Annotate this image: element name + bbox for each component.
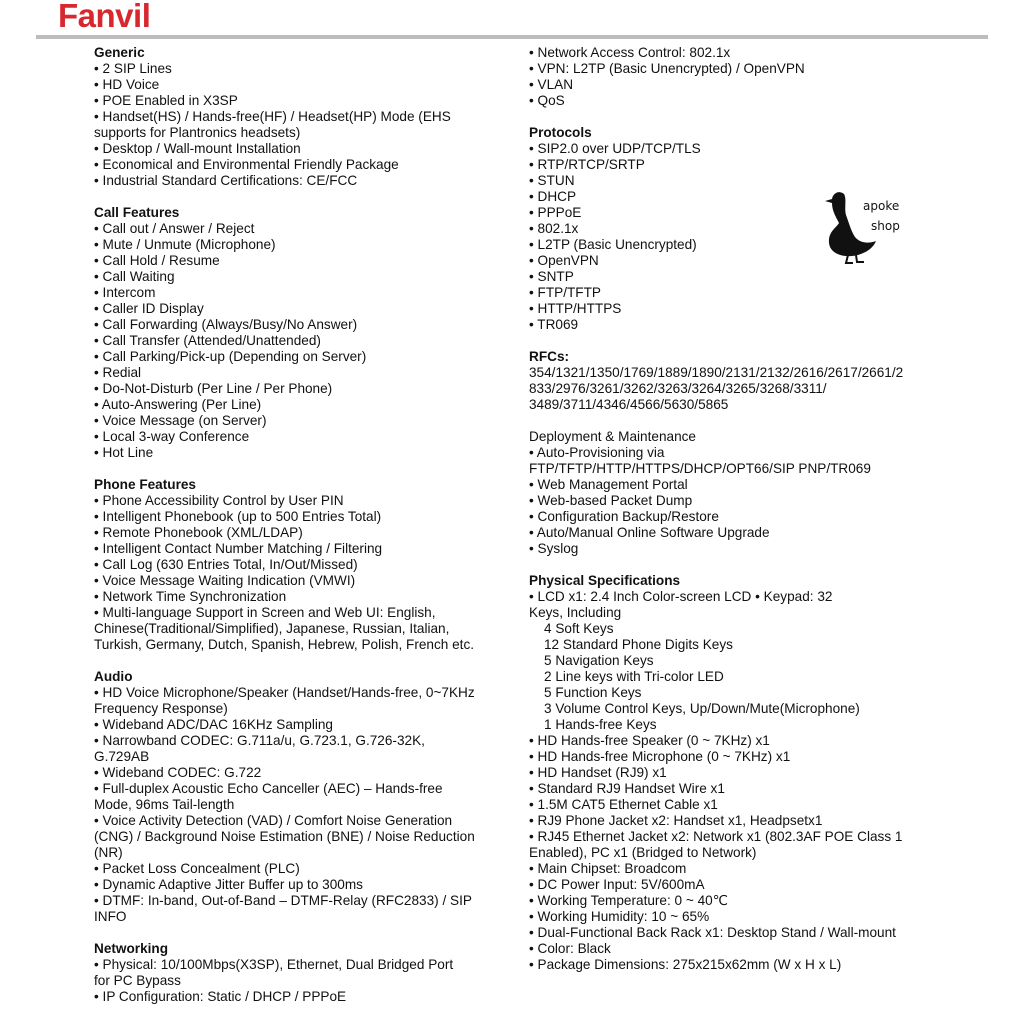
spec-line: • Intercom bbox=[94, 285, 156, 300]
spec-line: 12 Standard Phone Digits Keys bbox=[544, 637, 733, 652]
spec-line: • Wideband ADC/DAC 16KHz Sampling bbox=[94, 717, 333, 732]
spec-line: • L2TP (Basic Unencrypted) bbox=[529, 237, 697, 252]
section-title-generic: Generic bbox=[94, 45, 145, 60]
section-title-rfcs: RFCs: bbox=[529, 349, 570, 364]
spec-line: • Multi-language Support in Screen and Web UI: English, bbox=[94, 605, 436, 620]
section-title-physical-specifications: Physical Specifications bbox=[529, 573, 681, 588]
spec-line: • Packet Loss Concealment (PLC) bbox=[94, 861, 300, 876]
spec-line: 5 Function Keys bbox=[544, 685, 642, 700]
spec-line: • Hot Line bbox=[94, 445, 154, 460]
spec-line: • Economical and Environmental Friendly Package bbox=[94, 157, 399, 172]
spec-line: • HTTP/HTTPS bbox=[529, 301, 622, 316]
spec-line: • RTP/RTCP/SRTP bbox=[529, 157, 645, 172]
section-title-audio: Audio bbox=[94, 669, 133, 684]
spec-line: INFO bbox=[94, 909, 127, 924]
spec-line: • Standard RJ9 Handset Wire x1 bbox=[529, 781, 725, 796]
spec-line: • Call Log (630 Entries Total, In/Out/Missed) bbox=[94, 557, 358, 572]
spec-line: • Local 3-way Conference bbox=[94, 429, 250, 444]
spec-line: • RJ45 Ethernet Jacket x2: Network x1 (802.3AF POE Class 1 bbox=[529, 829, 903, 844]
section-title-protocols: Protocols bbox=[529, 125, 592, 140]
spec-line: 833/2976/3261/3262/3263/3264/3265/3268/3311/ bbox=[529, 381, 827, 396]
spec-column-left bbox=[94, 45, 514, 1005]
spec-line: FTP/TFTP/HTTP/HTTPS/DHCP/OPT66/SIP PNP/TR069 bbox=[529, 461, 871, 476]
spec-line: • Remote Phonebook (XML/LDAP) bbox=[94, 525, 303, 540]
section-title-call-features: Call Features bbox=[94, 205, 180, 220]
spec-line: Mode, 96ms Tail-length bbox=[94, 797, 235, 812]
section-gap bbox=[94, 189, 514, 205]
spec-line: (NR) bbox=[94, 845, 123, 860]
spec-line: 5 Navigation Keys bbox=[544, 653, 654, 668]
spec-column-right bbox=[529, 45, 989, 973]
spec-line: • Call Waiting bbox=[94, 269, 175, 284]
spec-line: • Redial bbox=[94, 365, 142, 380]
spec-line: • VPN: L2TP (Basic Unencrypted) / OpenVPN bbox=[529, 61, 805, 76]
spec-line: • Call out / Answer / Reject bbox=[94, 221, 255, 236]
spec-line: Turkish, Germany, Dutch, Spanish, Hebrew, Polish, French etc. bbox=[94, 637, 475, 652]
spec-line: • Network Time Synchronization bbox=[94, 589, 287, 604]
spec-line: • POE Enabled in X3SP bbox=[94, 93, 238, 108]
watermark-text-line-1: apoke bbox=[863, 199, 900, 213]
section-gap bbox=[529, 109, 989, 125]
spec-line: (CNG) / Background Noise Estimation (BNE) / Noise Reduction bbox=[94, 829, 475, 844]
spec-line: • TR069 bbox=[529, 317, 579, 332]
spec-line: 2 Line keys with Tri-color LED bbox=[544, 669, 724, 684]
spec-line: Enabled), PC x1 (Bridged to Network) bbox=[529, 845, 757, 860]
spec-line: • PPPoE bbox=[529, 205, 582, 220]
spec-line: for PC Bypass bbox=[94, 973, 181, 988]
spec-line: • Do-Not-Disturb (Per Line / Per Phone) bbox=[94, 381, 333, 396]
spec-line: Chinese(Traditional/Simplified), Japanese, Russian, Italian, bbox=[94, 621, 450, 636]
spec-line: • HD Hands-free Microphone (0 ~ 7KHz) x1 bbox=[529, 749, 791, 764]
spec-line: • Call Transfer (Attended/Unattended) bbox=[94, 333, 321, 348]
spec-line: • Industrial Standard Certifications: CE/FCC bbox=[94, 173, 358, 188]
spec-line: • Auto-Answering (Per Line) bbox=[94, 397, 262, 412]
spec-line: • Voice Message Waiting Indication (VMWI) bbox=[94, 573, 356, 588]
spec-line: • HD Handset (RJ9) x1 bbox=[529, 765, 667, 780]
spec-line: • SIP2.0 over UDP/TCP/TLS bbox=[529, 141, 701, 156]
spec-line: • 1.5M CAT5 Ethernet Cable x1 bbox=[529, 797, 718, 812]
spec-line: • HD Voice Microphone/Speaker (Handset/Hands-free, 0~7KHz bbox=[94, 685, 475, 700]
spec-line: • Call Forwarding (Always/Busy/No Answer) bbox=[94, 317, 358, 332]
spec-line: • FTP/TFTP bbox=[529, 285, 601, 300]
section-gap bbox=[94, 925, 514, 941]
section-title-phone-features: Phone Features bbox=[94, 477, 196, 492]
spec-line: • LCD x1: 2.4 Inch Color-screen LCD • Keypad: 32 bbox=[529, 589, 833, 604]
spec-line: • Wideband CODEC: G.722 bbox=[94, 765, 262, 780]
spec-line: • Syslog bbox=[529, 541, 579, 556]
spec-line: • Phone Accessibility Control by User PIN bbox=[94, 493, 344, 508]
goose-watermark-icon bbox=[822, 186, 902, 264]
spec-line: • VLAN bbox=[529, 77, 574, 92]
spec-line: • 2 SIP Lines bbox=[94, 61, 172, 76]
spec-line: • Mute / Unmute (Microphone) bbox=[94, 237, 276, 252]
spec-line: • HD Hands-free Speaker (0 ~ 7KHz) x1 bbox=[529, 733, 770, 748]
spec-line: • Voice Activity Detection (VAD) / Comfort Noise Generation bbox=[94, 813, 453, 828]
spec-line: • DTMF: In-band, Out-of-Band – DTMF-Relay (RFC2833) / SIP bbox=[94, 893, 472, 908]
spec-line: • Package Dimensions: 275x215x62mm (W x H x L) bbox=[529, 957, 842, 972]
spec-line: • Auto/Manual Online Software Upgrade bbox=[529, 525, 770, 540]
spec-line: • Full-duplex Acoustic Echo Canceller (AEC) – Hands-free bbox=[94, 781, 443, 796]
fanvil-logo: Fanvil bbox=[58, 0, 151, 34]
spec-line: Frequency Response) bbox=[94, 701, 228, 716]
spec-line: Keys, Including bbox=[529, 605, 622, 620]
spec-line: 4 Soft Keys bbox=[544, 621, 614, 636]
spec-line: • RJ9 Phone Jacket x2: Handset x1, Headpsetx1 bbox=[529, 813, 823, 828]
spec-line: • QoS bbox=[529, 93, 565, 108]
spec-line: • SNTP bbox=[529, 269, 574, 284]
spec-line: supports for Plantronics headsets) bbox=[94, 125, 301, 140]
spec-line: • Physical: 10/100Mbps(X3SP), Ethernet, Dual Bridged Port bbox=[94, 957, 454, 972]
spec-line: • Auto-Provisioning via bbox=[529, 445, 665, 460]
spec-line: • Intelligent Contact Number Matching / Filtering bbox=[94, 541, 383, 556]
spec-line: 354/1321/1350/1769/1889/1890/2131/2132/2616/2617/2661/2 bbox=[529, 365, 904, 380]
spec-line: • Caller ID Display bbox=[94, 301, 204, 316]
spec-line: • Desktop / Wall-mount Installation bbox=[94, 141, 301, 156]
spec-line: • Call Parking/Pick-up (Depending on Server) bbox=[94, 349, 367, 364]
spec-line: 1 Hands-free Keys bbox=[544, 717, 657, 732]
spec-line: • Working Humidity: 10 ~ 65% bbox=[529, 909, 710, 924]
spec-line: • IP Configuration: Static / DHCP / PPPoE bbox=[94, 989, 347, 1004]
spec-line: Deployment & Maintenance bbox=[529, 429, 696, 444]
spec-line: • Working Temperature: 0 ~ 40℃ bbox=[529, 893, 728, 908]
spec-line: G.729AB bbox=[94, 749, 150, 764]
spec-line: • Configuration Backup/Restore bbox=[529, 509, 719, 524]
spec-line: • STUN bbox=[529, 173, 575, 188]
spec-line: • Web-based Packet Dump bbox=[529, 493, 693, 508]
spec-line: • Web Management Portal bbox=[529, 477, 688, 492]
section-gap bbox=[529, 557, 989, 573]
spec-line: • DC Power Input: 5V/600mA bbox=[529, 877, 705, 892]
spec-line: • Handset(HS) / Hands-free(HF) / Headset(HP) Mode (EHS bbox=[94, 109, 451, 124]
watermark-text-line-2: shop bbox=[871, 219, 900, 233]
spec-line: • Narrowband CODEC: G.711a/u, G.723.1, G.726-32K, bbox=[94, 733, 425, 748]
spec-line: • Color: Black bbox=[529, 941, 611, 956]
spec-line: • Network Access Control: 802.1x bbox=[529, 45, 731, 60]
spec-line: • Main Chipset: Broadcom bbox=[529, 861, 687, 876]
spec-line: • DHCP bbox=[529, 189, 577, 204]
spec-line: • Call Hold / Resume bbox=[94, 253, 220, 268]
spec-line: • Intelligent Phonebook (up to 500 Entries Total) bbox=[94, 509, 382, 524]
spec-line: • 802.1x bbox=[529, 221, 579, 236]
section-gap bbox=[529, 333, 989, 349]
spec-line: • Dual-Functional Back Rack x1: Desktop Stand / Wall-mount bbox=[529, 925, 896, 940]
section-gap bbox=[94, 461, 514, 477]
spec-line: • Dynamic Adaptive Jitter Buffer up to 300ms bbox=[94, 877, 363, 892]
spec-line: • OpenVPN bbox=[529, 253, 599, 268]
spec-line: 3 Volume Control Keys, Up/Down/Mute(Microphone) bbox=[544, 701, 860, 716]
spec-line: • Voice Message (on Server) bbox=[94, 413, 267, 428]
section-title-networking: Networking bbox=[94, 941, 169, 956]
header-divider bbox=[36, 35, 988, 39]
spec-line: 3489/3711/4346/4566/5630/5865 bbox=[529, 397, 729, 412]
section-gap bbox=[529, 413, 989, 429]
section-gap bbox=[94, 653, 514, 669]
spec-line: • HD Voice bbox=[94, 77, 160, 92]
